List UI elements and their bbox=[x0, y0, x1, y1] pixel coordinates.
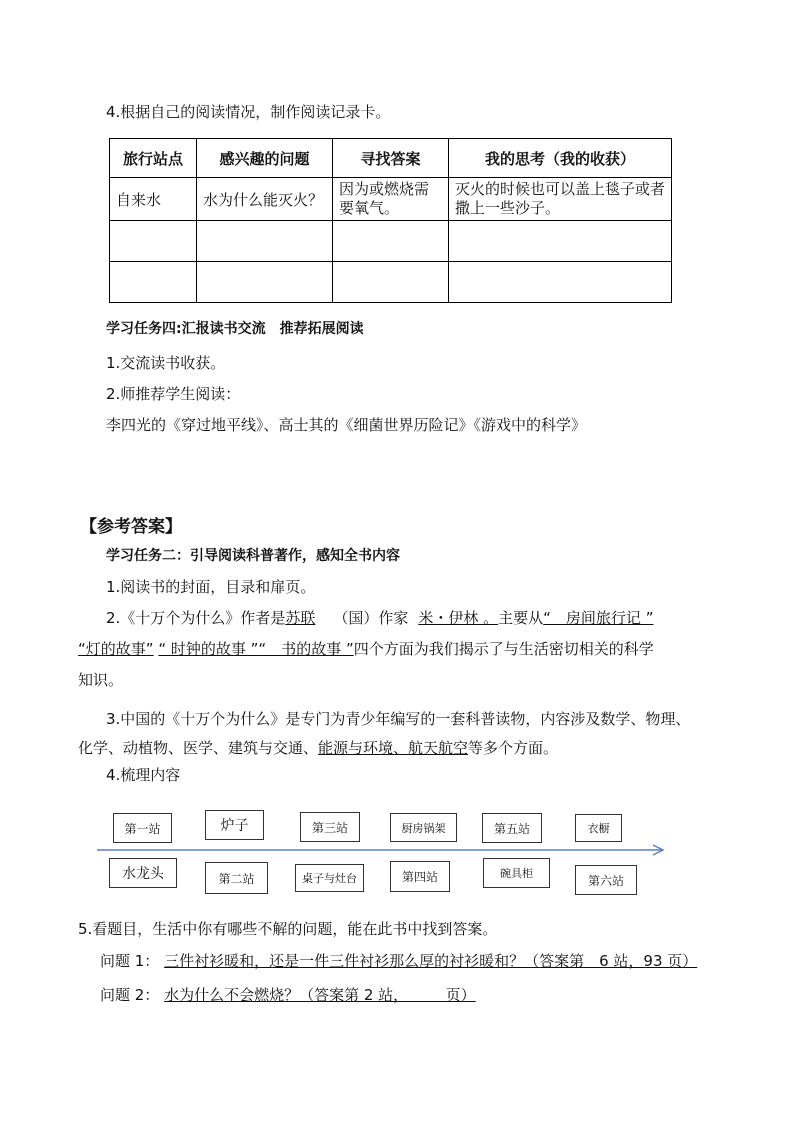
table-cell bbox=[110, 221, 197, 262]
task4-item1: 1.交流读书收获。 bbox=[106, 354, 226, 372]
answer-3-line1: 3.中国的《十万个为什么》是专门为青少年编写的一套科普读物，内容涉及数学、物理、 bbox=[106, 710, 691, 728]
a3-underlined: 能源与环境、航天航空 bbox=[318, 739, 469, 757]
table-cell bbox=[333, 262, 449, 303]
question-1 bbox=[100, 950, 697, 971]
a2-rest: 四个方面为我们揭示了与生活密切相关的科学 bbox=[353, 640, 654, 658]
a2-from: 主要从 bbox=[498, 609, 544, 627]
table-cell bbox=[449, 262, 672, 303]
station-box: 第四站 bbox=[390, 861, 450, 892]
task2-title: 学习任务二：引导阅读科普著作，感知全书内容 bbox=[106, 548, 400, 564]
reading-record-table bbox=[109, 138, 672, 303]
item4-text: 4.根据自己的阅读情况，制作阅读记录卡。 bbox=[106, 103, 391, 121]
answer-4: 4.梳理内容 bbox=[106, 766, 181, 784]
q2-text: 水为什么不会燃烧？（答案第 2 站， 页） bbox=[164, 986, 476, 1004]
table-header-row bbox=[110, 139, 672, 178]
table-header: 旅行站点 bbox=[110, 139, 197, 178]
table-header: 寻找答案 bbox=[333, 139, 449, 178]
answer-3-line2 bbox=[78, 737, 558, 758]
a2-topic-2: “灯的故事” bbox=[78, 640, 154, 658]
table-header: 感兴趣的问题 bbox=[197, 139, 333, 178]
station-box: 炉子 bbox=[205, 810, 264, 840]
station-box: 第六站 bbox=[575, 865, 637, 895]
table-cell: 因为或燃烧需要氧气。 bbox=[333, 178, 449, 221]
q1-text: 三件衬衫暖和，还是一件三件衬衫那么厚的衬衫暖和？（答案第 6 站，93 页） bbox=[164, 952, 698, 970]
table-row bbox=[110, 262, 672, 303]
answer-2-line2 bbox=[78, 638, 654, 659]
station-box: 厨房锅架 bbox=[390, 813, 457, 842]
station-box: 水龙头 bbox=[109, 858, 177, 888]
answers-heading: 【参考答案】 bbox=[80, 517, 182, 537]
q2-label: 问题 2： bbox=[100, 986, 160, 1004]
table-cell bbox=[197, 262, 333, 303]
table-cell bbox=[333, 221, 449, 262]
a3-post: 等多个方面。 bbox=[468, 739, 559, 757]
a2-author: 米・伊林 。 bbox=[418, 609, 499, 627]
task4-item2: 2.师推荐学生阅读： bbox=[106, 385, 241, 403]
station-box: 第二站 bbox=[205, 862, 268, 894]
a2-mid: （国）作家 bbox=[333, 609, 409, 627]
question-2 bbox=[100, 984, 476, 1005]
table-cell: 水为什么能灭火？ bbox=[197, 178, 333, 221]
table-cell bbox=[110, 262, 197, 303]
a2-topic-4: “ 书的故事 ” bbox=[258, 640, 354, 658]
timeline-arrow bbox=[95, 842, 670, 858]
a3-pre: 化学、动植物、医学、建筑与交通、 bbox=[78, 739, 319, 757]
q1-label: 问题 1： bbox=[100, 952, 160, 970]
table-cell: 灭火的时候也可以盖上毯子或者撒上一些沙子。 bbox=[449, 178, 672, 221]
task4-title: 学习任务四:汇报读书交流 推荐拓展阅读 bbox=[106, 321, 364, 337]
station-box: 碗具柜 bbox=[483, 858, 550, 888]
a2-country: 苏联 bbox=[285, 609, 316, 627]
a2-prefix: 2.《十万个为什么》作者是 bbox=[106, 609, 286, 627]
table-header: 我的思考（我的收获） bbox=[449, 139, 672, 178]
table-cell bbox=[449, 221, 672, 262]
task4-books: 李四光的《穿过地平线》、高士其的《细菌世界历险记》《游戏中的科学》 bbox=[106, 416, 587, 434]
table-row bbox=[110, 178, 672, 221]
answer-2-line1 bbox=[106, 607, 653, 628]
station-box: 第五站 bbox=[482, 813, 542, 843]
station-box: 衣橱 bbox=[575, 814, 622, 842]
table-cell: 自来水 bbox=[110, 178, 197, 221]
station-box: 桌子与灶台 bbox=[295, 864, 364, 892]
table-row bbox=[110, 221, 672, 262]
station-box: 第一站 bbox=[113, 813, 172, 843]
table-cell bbox=[197, 221, 333, 262]
answer-1: 1.阅读书的封面，目录和扉页。 bbox=[106, 578, 316, 596]
a2-topic-1: “ 房间旅行记 ” bbox=[543, 609, 654, 627]
a2-topic-3: “ 时钟的故事 ” bbox=[158, 640, 259, 658]
answer-5: 5.看题目，生活中你有哪些不解的问题，能在此书中找到答案。 bbox=[78, 920, 498, 938]
station-box: 第三站 bbox=[300, 812, 360, 842]
answer-2-line3: 知识。 bbox=[78, 671, 124, 689]
